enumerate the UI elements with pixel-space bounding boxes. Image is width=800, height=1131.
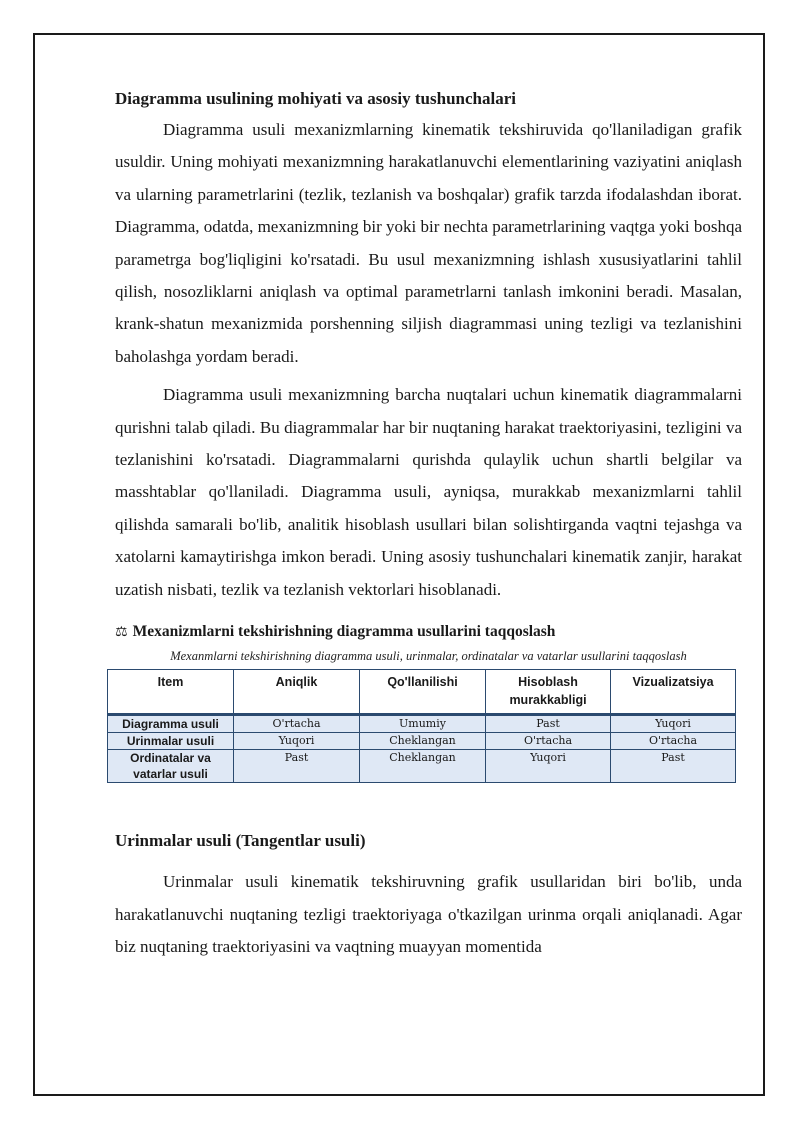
section-heading-diagramma: Diagramma usulining mohiyati va asosiy tushunchalari [115,89,516,108]
table-cell: Past [611,750,736,783]
table-cell: Yuqori [486,750,611,783]
table-title [115,622,742,642]
table-row [108,715,736,733]
table-cell: O'rtacha [611,733,736,750]
row-label: Ordinatalar va vatarlar usuli [108,750,234,783]
table-cell: O'rtacha [486,733,611,750]
table-cell: Yuqori [611,715,736,733]
table-cell: O'rtacha [234,715,360,733]
table-cell: Yuqori [234,733,360,750]
table-cell: Umumiy [360,715,486,733]
paragraph-1: Diagramma usuli mexanizmlarning kinematik tekshiruvida qo'llaniladigan grafik usuldir. Uning mohiyati mexanizmning harakatlanuvchi elementlarining vaziyatini aniqlash va ularning parametrlarini (tezlik, tezlanish va boshqalar) grafik tarzda ifodalashdan iborat. Diagramma, odatda, mexanizmning bir yoki bir nechta parametrlarining vaqtga yoki boshqa parametrga bog'liqligini ko'rsatadi. Bu usul mexanizmning ishlash xususiyatlarini tahlil qilish, nosozliklarni aniqlash va optimal parametrlarni tanlash imkonini beradi. Masalan, krank-shatun mexanizmida porshenning siljish diagrammasi uning tezligi va tezlanishini baholashga yordam beradi. [115,120,742,366]
table-title-text: Mexanizmlarni tekshirishning diagramma usullarini taqqoslash [132,623,556,641]
row-label: Urinmalar usuli [108,733,234,750]
table-cell: Cheklangan [360,750,486,783]
document-body [115,86,742,963]
section-heading-urinmalar: Urinmalar usuli (Tangentlar usuli) [115,831,366,851]
scales-icon: ⚖ [115,624,128,641]
header-vizualizatsiya: Vizualizatsiya [611,670,736,715]
comparison-table [107,669,736,783]
row-label: Diagramma usuli [108,715,234,733]
header-item: Item [108,670,234,715]
table-row [108,733,736,750]
paragraph-2: Diagramma usuli mexanizmning barcha nuqtalari uchun kinematik diagrammalarni qurishni talab qiladi. Bu diagrammalar har bir nuqtaning harakat traektoriyasini, tezligini va tezlanishini ko'rsatadi. Diagrammalarni qurishda qulaylik uchun shartli belgilar va masshtablar qo'llaniladi. Diagramma usuli, ayniqsa, murakkab mexanizmlarni tahlil qilishda samarali bo'lib, analitik hisoblash usullari bilan solishtirganda vaqtni tejashga va xatolarni kamaytirishga imkon beradi. Uning asosiy tushunchalari kinematik zanjir, harakat uzatish nisbati, tezlik va tezlanish vektorlari hisoblanadi. [115,385,742,599]
table-cell: Cheklangan [360,733,486,750]
table-cell: Past [486,715,611,733]
paragraph-3: Urinmalar usuli kinematik tekshiruvning grafik usullaridan biri bo'lib, unda harakatlanuvchi nuqtaning tezligi traektoriyaga o'tkazilgan urinma orqali aniqlanadi. Agar biz nuqtaning traektoriyasini va vaqtning muayyan momentida [115,872,742,956]
header-hisoblash: Hisoblash murakkabligi [486,670,611,715]
header-qollanilishi: Qo'llanilishi [360,670,486,715]
table-row [108,750,736,783]
table-cell: Past [234,750,360,783]
table-header-row [108,670,736,715]
header-aniqlik: Aniqlik [234,670,360,715]
table-caption: Mexanmlarni tekshirishning diagramma usuli, urinmalar, ordinatalar va vatarlar usullarini taqqoslash [170,649,687,664]
